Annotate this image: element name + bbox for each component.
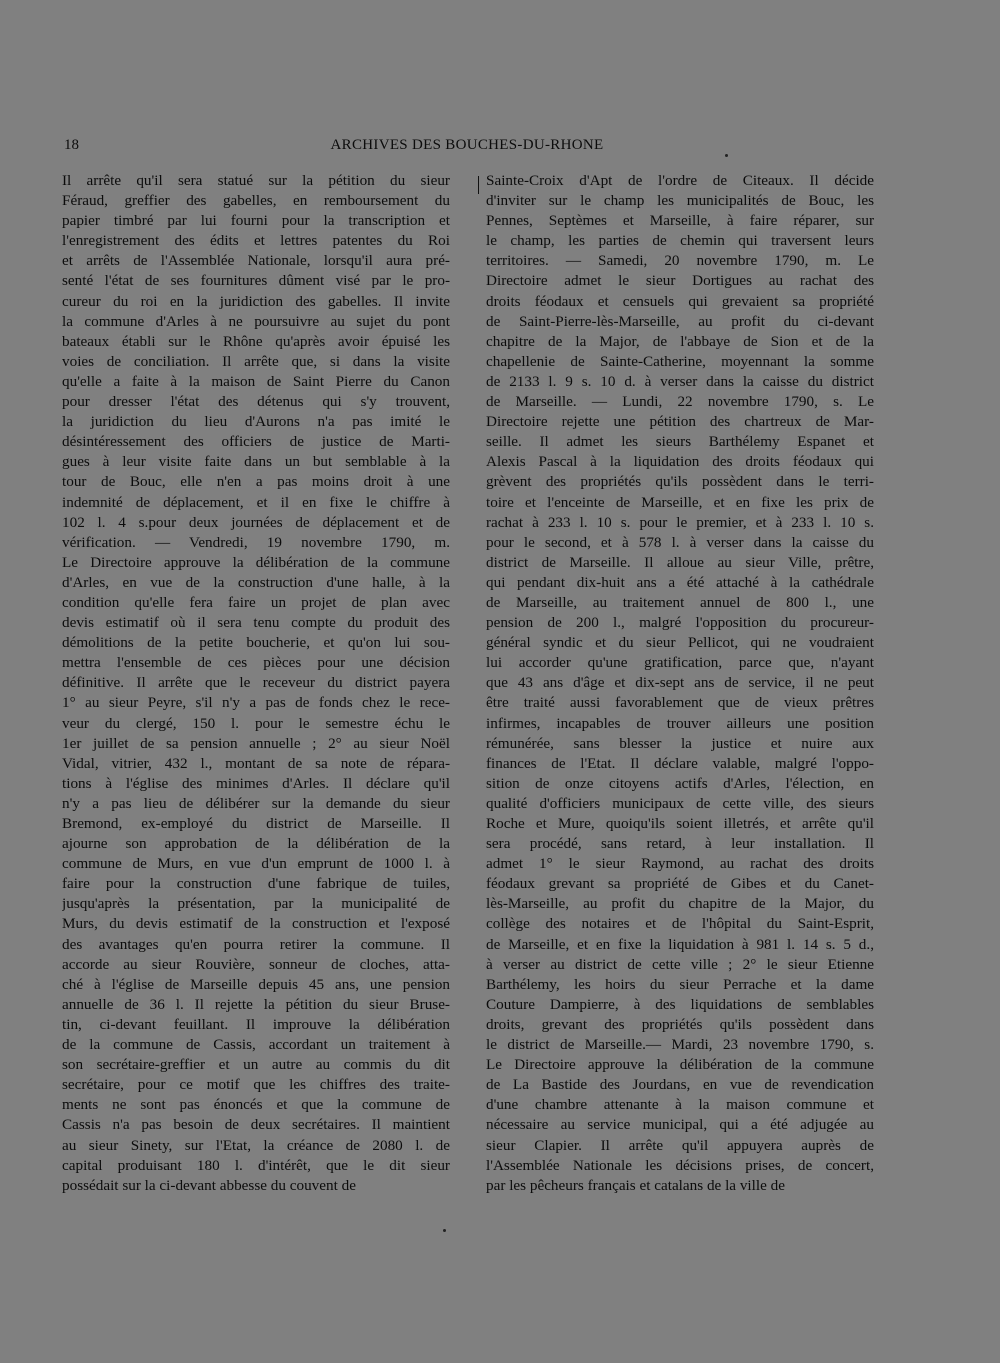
text-line: Directoire rejette une pétition des chartreux de Mar- [486,413,874,431]
text-line: nécessaire au service municipal, qui a été adjugée au [486,1116,874,1134]
text-line: Le Directoire approuve la délibération de la commune [486,1056,874,1074]
text-line: tin, ci-devant feuillant. Il improuve la délibération [62,1015,450,1033]
text-line: Murs, du devis estimatif de la construction et l'exposé [62,915,450,933]
text-line: jusqu'après la présentation, par la municipalité de [62,895,450,913]
text-line: chapellenie de Sainte-Catherine, moyennant la somme [486,352,874,370]
text-line: l'enregistrement des édits et lettres patentes du Roi [62,232,450,250]
text-line: territoires. — Samedi, 20 novembre 1790, m. Le [486,252,874,270]
left-column [62,171,450,1196]
speck-dot [725,154,728,157]
text-line: vérification. — Vendredi, 19 novembre 1790, m. [62,533,450,551]
text-line: Cassis n'a pas besoin de deux secrétaires. Il maintient [62,1116,450,1134]
text-line: secrétaire, pour ce motif que les chiffres des traite- [62,1076,450,1094]
text-line: Il arrête qu'il sera statué sur la pétition du sieur [62,172,450,189]
page-number: 18 [64,137,79,153]
text-line: définitive. Il arrête que le receveur du district payera [62,674,450,692]
text-line: d'Arles, en vue de la construction d'une halle, à la [62,573,450,591]
text-line: cureur du roi en la juridiction des gabelles. Il invite [62,292,450,310]
text-line: désintéressement des officiers de justice de Marti- [62,433,450,451]
text-line: la juridiction du lieu d'Aurons n'a pas imité le [62,413,450,431]
text-line: annuelle de 36 l. Il rejette la pétition du sieur Bruse- [62,995,450,1013]
text-line: collège des notaires et de l'hôpital du Saint-Esprit, [486,915,874,933]
text-line: condition qu'elle fera faire un projet de plan avec [62,593,450,611]
text-line: d'inviter sur le champ les municipalités de Bouc, les [486,192,874,210]
text-line: de La Bastide des Jourdans, en vue de revendication [486,1076,874,1094]
text-line: bateaux établi sur le Rhône qu'après avoir épuisé les [62,332,450,350]
text-line: des avantages qu'en pourra retirer la commune. Il [62,935,450,953]
text-line: faire pour la construction d'une fabrique de tuiles, [62,875,450,893]
text-line: pour le second, et à 578 l. à verser dans la caisse du [486,533,874,551]
speck-dot [443,1229,446,1232]
text-line: lui accorder qu'une gratification, parce que, n'ayant [486,654,874,672]
text-line: rachat à 233 l. 10 s. pour le premier, et à 233 l. 10 s. [486,513,874,531]
text-line: papier timbré par lui fourni pour la transcription et [62,212,450,230]
text-line: pour dresser l'état des détenus qui s'y trouvent, [62,393,450,411]
text-line: de Marseille. — Lundi, 22 novembre 1790, s. Le [486,393,874,411]
text-line: le champ, les parties de chemin qui traversent leurs [486,232,874,250]
text-line: mettra l'ensemble de ces pièces pour une décision [62,654,450,672]
text-line: sition de onze citoyens actifs d'Arles, l'élection, en [486,774,874,792]
text-line: ajourne son approbation de la délibération de la [62,835,450,853]
text-line: toire et l'enceinte de Marseille, et en fixe les prix de [486,493,874,511]
text-line: tions à l'église des minimes d'Arles. Il déclare qu'il [62,774,450,792]
text-line: admet 1° le sieur Raymond, au rachat des droits [486,855,874,873]
text-line: qui pendant dix-huit ans a été attaché à la cathédrale [486,573,874,591]
text-line: gues à leur visite faite dans un but semblable à la [62,453,450,471]
text-line: Le Directoire approuve la délibération de la commune [62,553,450,571]
text-line: commune de Murs, en vue d'un emprunt de 1000 l. à [62,855,450,873]
text-line: le district de Marseille.— Mardi, 23 novembre 1790, s. [486,1036,874,1054]
text-line: chapitre de la Major, de l'abbaye de Sion et de la [486,332,874,350]
text-line: son secrétaire-greffier et un autre au commis du dit [62,1056,450,1074]
text-line: rémunérée, sans blesser la justice et nuire aux [486,734,874,752]
text-line: d'une chambre attenante à la maison commune et [486,1096,874,1114]
text-line: veur du clergé, 150 l. pour le semestre échu le [62,714,450,732]
text-line: finances de l'Etat. Il déclare valable, malgré l'oppo- [486,754,874,772]
text-line: Féraud, greffier des gabelles, en remboursement du [62,192,450,210]
text-line: grèvent des propriétés qu'ils possèdent dans le terri- [486,473,874,491]
text-line: capital produisant 180 l. d'intérêt, que le dit sieur [62,1156,450,1174]
column-rule [478,176,479,194]
text-line: démolitions de la petite boucherie, et qu'on lui sou- [62,634,450,652]
text-line: 1° au sieur Peyre, s'il n'y a pas de fonds chez le rece- [62,694,450,712]
text-line: ments ne sont pas énoncés et que la commune de [62,1096,450,1114]
text-line: féodaux grevant sa propriété de Gibes et du Canet- [486,875,874,893]
text-line: de Marseille, et en fixe la liquidation à 981 l. 14 s. 5 d., [486,935,874,953]
text-line: l'Assemblée Nationale les décisions prises, de concert, [486,1156,874,1174]
text-line: voies de conciliation. Il arrête que, si dans la visite [62,352,450,370]
text-line: Roche et Mure, quoiqu'ils soient illetrés, et arrête qu'il [486,815,874,832]
text-line: possédait sur la ci-devant abbesse du couvent de [62,1176,356,1194]
text-line: 102 l. 4 s.pour deux journées de déplacement et de [62,513,450,531]
text-line: et arrêts de l'Assemblée Nationale, lorsqu'il aura pré- [62,252,450,270]
text-line: sera procédé, sans retard, à leur installation. Il [486,835,874,853]
text-line: de la commune de Cassis, accordant un traitement à [62,1036,450,1054]
text-line: que 43 ans d'âge et dix-sept ans de service, il ne peut [486,674,874,692]
text-line: Alexis Pascal à la liquidation des droits féodaux qui [486,453,874,471]
text-line: devis estimatif où il sera tenu compte du produit des [62,614,450,632]
text-line: Bremond, ex-employé du district de Marseille. Il [62,815,450,832]
text-line: de Saint-Pierre-lès-Marseille, au profit du ci-devant [486,312,874,330]
text-line: au sieur Sinety, sur l'Etat, la créance de 2080 l. de [62,1136,450,1154]
text-line: qualité d'officiers municipaux de cette ville, des sieurs [486,794,874,812]
text-line: à verser au district de cette ville ; 2° le sieur Etienne [486,955,874,973]
text-line: de Marseille, au traitement annuel de 800 l., une [486,593,874,611]
text-line: par les pêcheurs français et catalans de la ville de [486,1176,785,1194]
text-line: Couture Dampierre, à des liquidations de semblables [486,995,874,1013]
text-line: droits féodaux et censuels qui grevaient sa propriété [486,292,874,310]
right-column [486,171,874,1196]
text-line: la commune d'Arles à ne poursuivre au sujet du pont [62,312,450,330]
text-line: 1er juillet de sa pension annuelle ; 2° au sieur Noël [62,734,450,752]
text-line: accorde au sieur Rouvière, sonneur de cloches, atta- [62,955,450,973]
text-line: ché à l'église de Marseille depuis 45 ans, une pension [62,975,450,993]
text-line: lès-Marseille, au profit du chapitre de la Major, du [486,895,874,913]
text-line: général syndic et du sieur Pellicot, qui ne voudraient [486,634,874,652]
text-line: Sainte-Croix d'Apt de l'ordre de Citeaux. Il décide [486,172,874,189]
text-line: être traité aussi favorablement que de vieux prêtres [486,694,874,712]
running-title: ARCHIVES DES BOUCHES-DU-RHONE [330,137,604,153]
text-line: de 2133 l. 9 s. 10 d. à verser dans la caisse du district [486,372,874,390]
text-line: Vidal, vitrier, 432 l., montant de sa note de répara- [62,754,450,772]
text-line: seille. Il admet les sieurs Barthélemy Espanet et [486,433,874,451]
text-line: droits, grevant des propriétés qu'ils possèdent dans [486,1015,874,1033]
text-line: indemnité de déplacement, et il en fixe le chiffre à [62,493,450,511]
text-line: Barthélemy, les hoirs du sieur Perrache et la dame [486,975,874,993]
text-line: n'y a pas lieu de délibérer sur la demande du sieur [62,794,450,812]
text-line: Directoire admet le sieur Dortigues au rachat des [486,272,874,290]
text-line: senté l'état de ses fournitures dûment visé par le pro- [62,272,450,290]
text-line: infirmes, incapables de trouver ailleurs une position [486,714,874,732]
text-line: sieur Clapier. Il arrête qu'il appuyera auprès de [486,1136,874,1154]
text-line: qu'elle a faite à la maison de Saint Pierre du Canon [62,372,450,390]
text-line: pension de 200 l., malgré l'opposition du procureur- [486,614,874,632]
text-line: Pennes, Septèmes et Marseille, à faire réparer, sur [486,212,874,230]
text-line: district de Marseille. Il alloue au sieur Ville, prêtre, [486,553,874,571]
text-line: tour de Bouc, elle n'en a pas moins droit à une [62,473,450,491]
